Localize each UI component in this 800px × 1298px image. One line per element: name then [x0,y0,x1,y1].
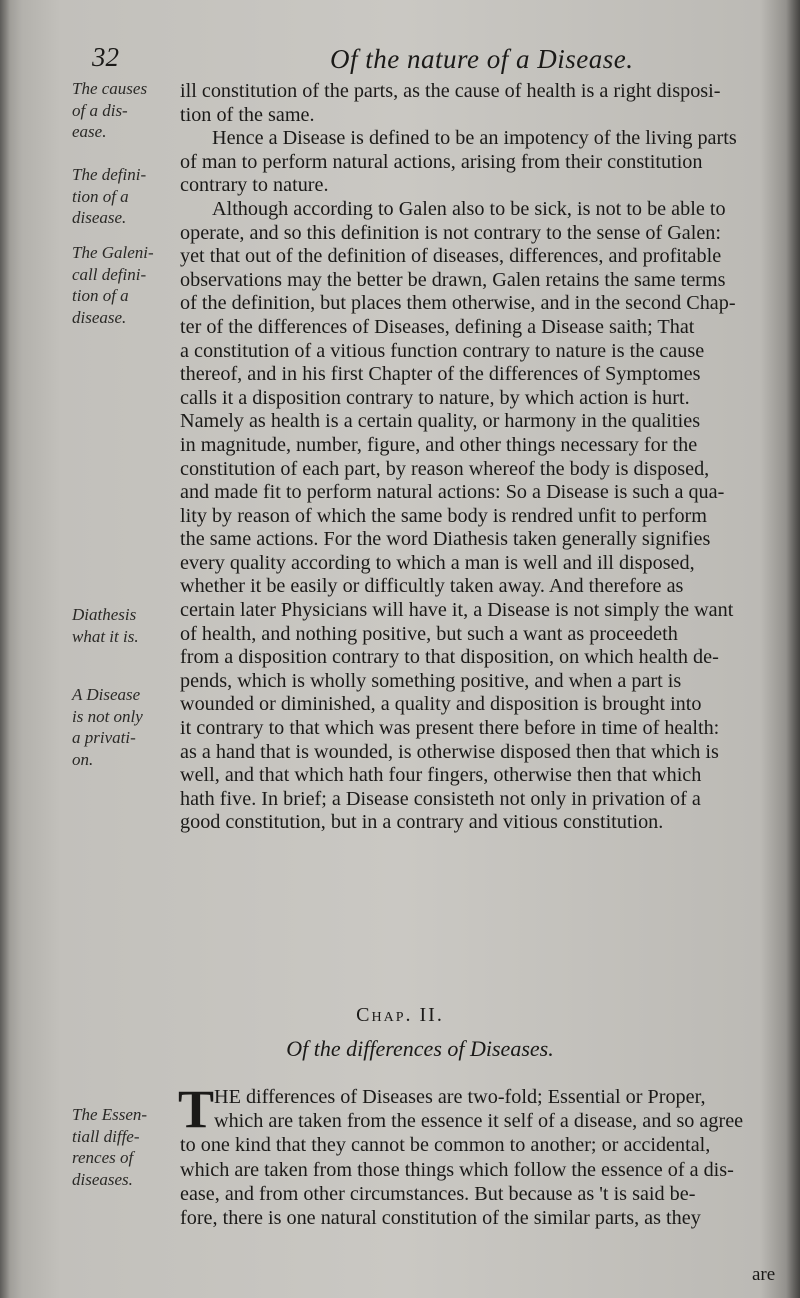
margin-note-galenical-definition [72,242,180,328]
margin-note-causes [72,78,180,143]
text-line: which are taken from the essence it self of a disease, and so agree [214,1110,744,1133]
drop-cap: T [178,1079,215,1139]
text-line: contrary to nature. [180,174,329,197]
text-line: as a hand that is wounded, is otherwise disposed then that which is [180,740,719,763]
text-line: operate, and so this definition is not contrary to the sense of Galen: [180,221,722,244]
margin-note-line: ease. [72,122,107,142]
text-line: to one kind that they cannot be common to another; or accidental, [180,1134,711,1157]
body-text [180,80,780,835]
margin-note-line: tion of a [72,286,129,306]
text-line: which are taken from those things which follow the essence of a dis- [180,1158,734,1181]
text-line: lity by reason of which the same body is rendred unfit to perform [180,504,707,527]
running-head: Of the nature of a Disease. [330,44,634,74]
text-line: constitution of each part, by reason whereof the body is disposed, [180,457,710,480]
margin-note-line: a privati- [72,728,136,748]
page-header [0,38,800,78]
text-line: whether it be easily or difficultly taken away. And therefore as [180,575,684,598]
margin-note-privation [72,684,180,770]
text-line: Hence a Disease is defined to be an impotency of the living parts [212,127,737,150]
text-line: of man to perform natural actions, arising from their constitution [180,150,703,173]
catchword: are [752,1264,776,1285]
text-line: observations may the better be drawn, Galen retains the same terms [180,268,726,291]
text-line: the same actions. For the word Diathesis taken generally signifies [180,528,711,551]
text-line: ter of the differences of Diseases, defining a Disease saith; That [180,315,695,338]
text-line: Although according to Galen also to be sick, is not to be able to [212,197,726,220]
text-line: from a disposition contrary to that disposition, on which health de- [180,646,719,669]
margin-note-line: The defini- [72,165,147,184]
text-line: ease, and from other circumstances. But because as 't is said be- [180,1182,696,1205]
text-line: hath five. In brief; a Disease consisteth not only in privation of a [180,787,701,810]
page-edge-shadow-left [0,0,10,1298]
text-line: wounded or diminished, a quality and disposition is brought into [180,693,702,716]
text-line: thereof, and in his first Chapter of the differences of Symptomes [180,363,701,386]
margin-note-line: is not only [72,706,143,726]
margin-note-line: on. [72,749,94,769]
margin-note-line: The Galeni- [72,243,154,262]
text-line: well, and that which hath four fingers, otherwise then that which [180,764,702,787]
margin-note-line: disease. [72,307,127,327]
text-line: fore, there is one natural constitution of the similar parts, as they [180,1207,701,1230]
text-line: ill constitution of the parts, as the cause of health is a right disposi- [180,80,721,102]
chapter-subtitle: Of the differences of Diseases. [286,1036,554,1061]
text-line: HE differences of Diseases are two-fold; Essential or Proper, [214,1086,706,1108]
margin-note-line: Diathesis [72,605,137,624]
margin-note-line: rences of [72,1148,134,1168]
margin-note-line: tiall diffe- [72,1126,140,1146]
text-line: good constitution, but in a contrary and vitious constitution. [180,811,664,834]
margin-note-line: call defini- [72,264,147,284]
page-edge-shadow-right [786,0,800,1298]
chapter-title: Chap. II. [356,1004,444,1026]
text-line: it contrary to that which was present there before in time of health: [180,717,720,740]
text-line: of the definition, but places them otherwise, and in the second Chap- [180,292,736,315]
page-number: 32 [92,42,119,72]
margin-note-line: diseases. [72,1169,133,1189]
text-line: tion of the same. [180,103,315,126]
margin-note-essential-differences [72,1104,180,1190]
text-line: a constitution of a vitious function contrary to nature is the cause [180,339,705,362]
chapter-text [180,1085,780,1230]
text-line: yet that out of the definition of diseases, differences, and profitable [180,245,722,268]
text-line: calls it a disposition contrary to nature, by which action is hurt. [180,386,690,409]
margin-note-line: A Disease [72,685,141,704]
text-line: and made fit to perform natural actions: So a Disease is such a qua- [180,481,725,504]
text-line: every quality according to which a man is well and ill disposed, [180,551,695,574]
margin-note-diathesis [72,604,180,647]
margin-note-line: The causes [72,79,148,98]
text-line: certain later Physicians will have it, a Disease is not simply the want [180,599,734,622]
margin-note-line: of a dis- [72,100,128,120]
text-line: in magnitude, number, figure, and other things necessary for the [180,433,698,456]
margin-note-definition [72,164,180,229]
text-line: Namely as health is a certain quality, or harmony in the qualities [180,410,701,433]
margin-note-line: tion of a [72,186,129,206]
margin-note-line: what it is. [72,626,139,646]
text-line: pends, which is wholly something positive, and when a part is [180,669,682,692]
margin-note-line: The Essen- [72,1105,148,1124]
text-line: of health, and nothing positive, but such a want as proceedeth [180,622,678,645]
margin-note-line: disease. [72,208,127,228]
